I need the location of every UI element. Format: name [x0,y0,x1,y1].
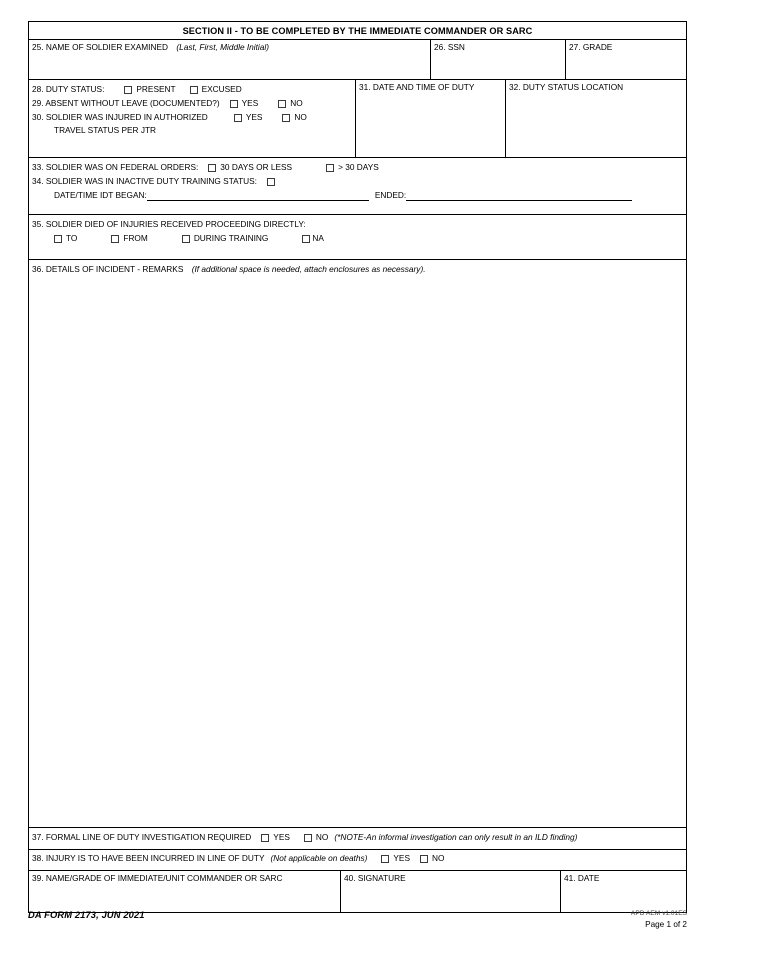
field-35-label: 35. SOLDIER DIED OF INJURIES RECEIVED PROCEEDING DIRECTLY: [32,219,306,229]
field-41-date[interactable] [561,871,685,912]
field-33-federal-orders [32,162,686,173]
field-30-label-line2-wrap [32,125,355,136]
field-34-ended-value[interactable] [406,191,632,201]
checkbox-29-yes[interactable] [230,100,238,108]
field-29-awol [32,98,355,109]
checkbox-38-no[interactable] [420,855,428,863]
field-35-options [32,233,686,244]
field-30-authorized-travel [32,112,355,123]
form-version: APD AEM v1.01ES [630,910,687,917]
field-35-option-to: TO [66,233,78,243]
field-33-option-30-days-or-less: 30 DAYS OR LESS [220,162,293,172]
field-36-label: 36. DETAILS OF INCIDENT - REMARKS [32,264,184,274]
field-28-label: 28. DUTY STATUS: [32,84,105,94]
field-37-formal-loi [32,832,686,843]
field-35-label-wrap [32,219,686,230]
field-38-option-yes: YES [393,853,410,863]
footer-right-block [631,908,687,930]
checkbox-30-no[interactable] [282,114,290,122]
field-25-name-of-soldier[interactable] [29,40,431,79]
field-34-inactive-duty-training [32,176,686,187]
field-34-label: 34. SOLDIER WAS IN INACTIVE DUTY TRAINING STATUS: [32,176,257,186]
field-40-signature[interactable] [341,871,561,912]
checkbox-33-more-than-30-days[interactable] [326,164,334,172]
field-32-label: 32. DUTY STATUS LOCATION [509,82,624,92]
field-31-date-time-of-duty[interactable] [356,80,506,157]
field-28-30-group [29,80,356,157]
checkbox-34-idt-status[interactable] [267,178,275,186]
field-32-duty-status-location[interactable] [506,80,685,157]
field-30-option-no: NO [294,112,307,122]
field-35-option-from: FROM [123,233,148,243]
checkbox-30-yes[interactable] [234,114,242,122]
checkbox-29-no[interactable] [278,100,286,108]
field-39-label: 39. NAME/GRADE OF IMMEDIATE/UNIT COMMANDER OR SARC [32,873,283,883]
form-number-footer: DA FORM 2173, JUN 2021 [28,910,145,920]
field-37-option-yes: YES [273,832,290,842]
field-38-hint: (Not applicable on deaths) [270,853,368,863]
field-30-label-line1: 30. SOLDIER WAS INJURED IN AUTHORIZED [32,112,208,122]
checkbox-28-present[interactable] [124,86,132,94]
field-34-idt-times [32,190,686,201]
field-33-label: 33. SOLDIER WAS ON FEDERAL ORDERS: [32,162,199,172]
field-25-label: 25. NAME OF SOLDIER EXAMINED [32,42,169,52]
field-37-option-no: NO [315,832,329,842]
checkbox-35-from[interactable] [111,235,119,243]
field-35-option-na: NA [312,233,324,243]
field-28-option-excused: EXCUSED [201,84,242,94]
checkbox-28-excused[interactable] [190,86,198,94]
field-41-label: 41. DATE [564,873,600,883]
checkbox-37-yes[interactable] [261,834,269,842]
field-37-label: 37. FORMAL LINE OF DUTY INVESTIGATION REQUIRED [32,832,252,842]
field-28-option-present: PRESENT [136,84,176,94]
row-name-ssn-grade [29,40,686,80]
da-form-2173-section-ii [28,21,687,913]
checkbox-38-yes[interactable] [381,855,389,863]
field-39-commander-name-grade[interactable] [29,871,341,912]
field-29-label: 29. ABSENT WITHOUT LEAVE (DOCUMENTED?) [32,98,220,108]
field-25-hint: (Last, First, Middle Initial) [176,42,269,52]
field-29-option-no: NO [290,98,303,108]
field-38-option-no: NO [432,853,445,863]
checkbox-35-to[interactable] [54,235,62,243]
checkbox-35-during-training[interactable] [182,235,190,243]
field-33-option-more-than-30-days: > 30 DAYS [338,162,379,172]
field-28-duty-status [32,84,355,95]
row-injury-in-line-of-duty [29,850,686,871]
section-ii-header: SECTION II - TO BE COMPLETED BY THE IMMEDIATE COMMANDER OR SARC [29,22,686,40]
checkbox-35-na[interactable] [302,235,310,243]
field-31-label: 31. DATE AND TIME OF DUTY [359,82,475,92]
field-36-details-of-incident[interactable] [29,260,686,828]
field-30-option-yes: YES [245,112,263,122]
field-35-option-during-training: DURING TRAINING [193,233,269,243]
field-26-label: 26. SSN [434,42,465,52]
field-34-began-label: DATE/TIME IDT BEGAN: [54,190,147,200]
checkbox-33-30-days-or-less[interactable] [208,164,216,172]
field-36-label-wrap [32,264,686,275]
checkbox-37-no[interactable] [304,834,312,842]
field-37-note: (*NOTE-An informal investigation can only result in an ILD finding) [334,832,578,842]
field-34-ended-label: ENDED: [374,190,407,200]
row-formal-investigation [29,828,686,850]
row-commander-signature-date [29,871,686,912]
field-26-ssn[interactable] [431,40,566,79]
row-federal-orders-idt [29,158,686,215]
row-died-of-injuries [29,215,686,260]
field-38-injury-ild [32,853,686,864]
row-duty-status [29,80,686,158]
field-36-hint: (If additional space is needed, attach enclosures as necessary). [191,264,426,274]
field-38-label: 38. INJURY IS TO HAVE BEEN INCURRED IN LINE OF DUTY [32,853,265,863]
page-number: Page 1 of 2 [645,920,687,929]
field-27-grade[interactable] [566,40,685,79]
field-27-label: 27. GRADE [569,42,613,52]
field-30-label-line2: TRAVEL STATUS PER JTR [54,125,157,135]
field-40-label: 40. SIGNATURE [344,873,406,883]
field-29-option-yes: YES [241,98,259,108]
field-34-began-value[interactable] [147,191,369,201]
